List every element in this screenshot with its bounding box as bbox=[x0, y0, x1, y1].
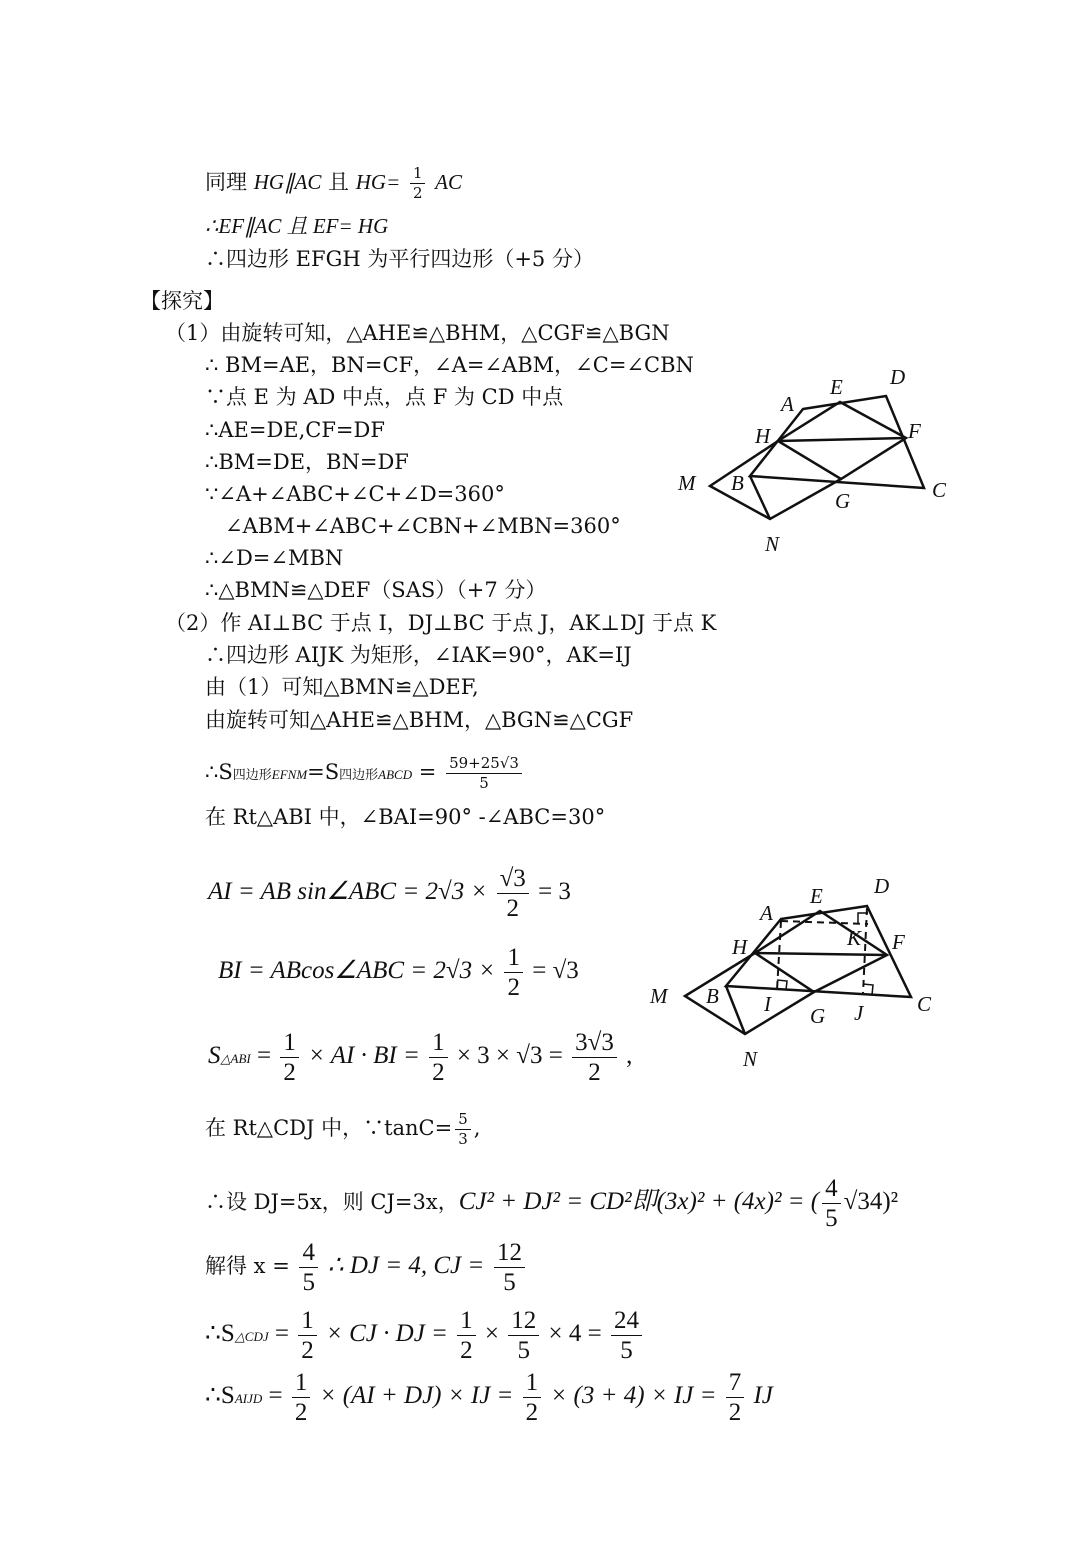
segment-hf bbox=[755, 953, 887, 955]
numerator: 1 bbox=[292, 1370, 311, 1398]
text: = √3 bbox=[532, 957, 579, 985]
text: = 3 bbox=[538, 878, 571, 906]
line-12: ∴∠D=∠MBN bbox=[205, 546, 344, 570]
label-b: B bbox=[706, 984, 719, 1008]
denominator: 2 bbox=[728, 1399, 742, 1426]
label-e: E bbox=[810, 884, 823, 908]
numerator: 4 bbox=[822, 1176, 841, 1204]
label-a: A bbox=[781, 392, 794, 416]
segment-hf bbox=[778, 438, 906, 441]
fraction bbox=[298, 1308, 317, 1363]
line-9: ∴BM=DE，BN=DF bbox=[205, 450, 409, 474]
label-n: N bbox=[743, 1047, 758, 1071]
text: IJ bbox=[753, 1382, 773, 1410]
figure-1 bbox=[670, 360, 960, 560]
fraction bbox=[726, 1370, 745, 1425]
text: = bbox=[274, 1320, 289, 1348]
fraction bbox=[611, 1308, 642, 1363]
label-i: I bbox=[764, 992, 771, 1016]
line-16: 由（1）可知△BMN≌△DEF, bbox=[205, 675, 479, 699]
label-n: N bbox=[765, 532, 780, 556]
text: S bbox=[208, 1042, 221, 1070]
figure-2-lines bbox=[685, 906, 911, 1034]
fraction bbox=[508, 1308, 539, 1363]
denominator: 2 bbox=[294, 1399, 308, 1426]
subscript: △ABI bbox=[220, 1051, 251, 1067]
fraction bbox=[280, 1030, 299, 1085]
text: 四边形 bbox=[232, 768, 272, 783]
label-f: F bbox=[892, 930, 905, 954]
numerator: 1 bbox=[280, 1030, 299, 1058]
label-m: M bbox=[678, 471, 696, 495]
section-heading: 【探究】 bbox=[140, 289, 224, 313]
equation-s-abi bbox=[208, 1030, 632, 1085]
subscript: △CDJ bbox=[234, 1329, 269, 1345]
fraction bbox=[455, 1112, 471, 1147]
text: HG∥AC bbox=[253, 170, 322, 194]
text: , bbox=[626, 1042, 633, 1070]
denominator: 5 bbox=[503, 1269, 516, 1296]
equation-ai bbox=[208, 866, 571, 921]
text: ∴S bbox=[205, 760, 233, 784]
denominator: 2 bbox=[588, 1059, 601, 1086]
subscript: AIJD bbox=[234, 1391, 263, 1407]
line-25 bbox=[205, 1240, 528, 1295]
numerator: 7 bbox=[726, 1370, 745, 1398]
text: 且 bbox=[328, 170, 350, 194]
fraction bbox=[494, 1240, 525, 1295]
label-d: D bbox=[890, 365, 906, 389]
text: = bbox=[418, 760, 437, 784]
text: 四边形 bbox=[339, 768, 379, 783]
line-5: （1）由旋转可知，△AHE≌△BHM，△CGF≌△BGN bbox=[165, 321, 670, 345]
segment-ak bbox=[781, 921, 868, 924]
label-a: A bbox=[760, 901, 773, 925]
text: AI = AB sin∠ABC = 2√3 × bbox=[208, 878, 488, 906]
line-13: ∴△BMN≌△DEF（SAS）（+7 分） bbox=[205, 578, 547, 602]
text: ABCD bbox=[378, 767, 413, 782]
text: =S bbox=[307, 760, 340, 784]
line-23 bbox=[205, 1112, 480, 1147]
label-f: F bbox=[908, 419, 921, 443]
label-c: C bbox=[917, 992, 932, 1016]
denominator: 2 bbox=[432, 1059, 445, 1086]
label-h: H bbox=[755, 424, 771, 448]
numerator: 24 bbox=[611, 1308, 642, 1336]
denominator: 3 bbox=[458, 1130, 468, 1148]
numerator: 3√3 bbox=[572, 1030, 617, 1058]
equation-s-cdj bbox=[205, 1308, 645, 1363]
numerator: 12 bbox=[508, 1308, 539, 1336]
fraction bbox=[497, 866, 529, 921]
line-24 bbox=[205, 1176, 898, 1231]
line-1 bbox=[205, 166, 462, 201]
denominator: 5 bbox=[517, 1337, 531, 1364]
numerator: √3 bbox=[497, 866, 529, 894]
fraction bbox=[457, 1308, 476, 1363]
line-15: ∴四边形 AIJK 为矩形，∠IAK=90°，AK=IJ bbox=[205, 643, 632, 667]
denominator: 5 bbox=[825, 1205, 838, 1232]
line-7: ∵点 E 为 AD 中点，点 F 为 CD 中点 bbox=[205, 385, 564, 409]
numerator: 5 bbox=[455, 1112, 471, 1130]
triangle-mbn bbox=[685, 953, 814, 1034]
text: , bbox=[473, 1116, 481, 1140]
line-10: ∵∠A+∠ABC+∠C+∠D=360° bbox=[205, 482, 505, 506]
denominator: 5 bbox=[479, 774, 489, 792]
numerator: 12 bbox=[494, 1240, 525, 1268]
label-j: J bbox=[854, 1001, 864, 1025]
line-17: 由旋转可知△AHE≌△BHM，△BGN≌△CGF bbox=[205, 708, 634, 732]
text: ∴S bbox=[205, 1320, 235, 1348]
equation-bi bbox=[218, 945, 579, 1000]
label-g: G bbox=[810, 1004, 826, 1028]
label-g: G bbox=[835, 489, 851, 513]
equation-s-aijd bbox=[205, 1370, 773, 1425]
label-h: H bbox=[732, 935, 748, 959]
text: √34)² bbox=[843, 1188, 899, 1215]
text: ∴设 DJ=5x，则 CJ=3x， bbox=[205, 1190, 459, 1214]
line-11: ∠ABM+∠ABC+∠CBN+∠MBN=360° bbox=[225, 514, 621, 538]
denominator: 5 bbox=[620, 1337, 633, 1364]
denominator: 2 bbox=[507, 974, 520, 1001]
numerator: 1 bbox=[410, 166, 426, 184]
text: 同理 bbox=[205, 170, 247, 194]
text: AC bbox=[435, 170, 463, 194]
text: 解得 x = bbox=[205, 1254, 290, 1278]
fraction bbox=[822, 1176, 841, 1231]
numerator: 1 bbox=[523, 1370, 542, 1398]
numerator: 1 bbox=[298, 1308, 317, 1336]
text: × CJ · DJ = bbox=[326, 1320, 448, 1348]
denominator: 5 bbox=[302, 1269, 315, 1296]
label-d: D bbox=[874, 874, 890, 898]
numerator: 4 bbox=[299, 1240, 318, 1268]
fraction bbox=[523, 1370, 542, 1425]
text: × AI · BI = bbox=[308, 1042, 420, 1070]
denominator: 2 bbox=[460, 1337, 473, 1364]
line-2: ∴EF∥AC 且 EF= HG bbox=[205, 214, 389, 238]
text: EFNM bbox=[271, 767, 308, 782]
fraction bbox=[410, 166, 426, 201]
figure-2 bbox=[645, 870, 945, 1075]
label-k: K bbox=[847, 926, 862, 950]
text: × bbox=[484, 1320, 500, 1348]
fraction bbox=[572, 1030, 617, 1085]
line-8: ∴AE=DE,CF=DF bbox=[205, 418, 385, 442]
label-b: B bbox=[731, 471, 744, 495]
numerator: 1 bbox=[429, 1030, 448, 1058]
numerator: 1 bbox=[504, 945, 523, 973]
figure-1-lines bbox=[710, 396, 924, 519]
text: ∴ DJ = 4, CJ = bbox=[327, 1252, 485, 1279]
fraction bbox=[446, 756, 522, 791]
line-18 bbox=[205, 756, 525, 791]
figure-2-dashed bbox=[777, 908, 868, 994]
fraction bbox=[292, 1370, 311, 1425]
label-e: E bbox=[830, 375, 843, 399]
text: = bbox=[268, 1382, 283, 1410]
denominator: 2 bbox=[412, 184, 423, 202]
line-19: 在 Rt△ABI 中，∠BAI=90° -∠ABC=30° bbox=[205, 805, 606, 829]
text: HG= bbox=[355, 170, 401, 194]
text: × 4 = bbox=[548, 1320, 602, 1348]
denominator: 2 bbox=[301, 1337, 314, 1364]
text: CJ² + DJ² = CD²即(3x)² + (4x)² = ( bbox=[458, 1188, 820, 1215]
numerator: 59+25√3 bbox=[446, 756, 522, 774]
fraction bbox=[429, 1030, 448, 1085]
denominator: 2 bbox=[283, 1059, 296, 1086]
line-3: ∴四边形 EFGH 为平行四边形（+5 分） bbox=[205, 247, 594, 271]
segment-dj bbox=[863, 908, 867, 994]
fraction bbox=[504, 945, 523, 1000]
line-6: ∴ BM=AE，BN=CF，∠A=∠ABM，∠C=∠CBN bbox=[205, 353, 694, 377]
text: × (AI + DJ) × IJ = bbox=[319, 1382, 514, 1410]
text: 在 Rt△CDJ 中，∵tanC= bbox=[205, 1116, 453, 1140]
denominator: 2 bbox=[525, 1399, 539, 1426]
label-m: M bbox=[650, 984, 668, 1008]
fraction bbox=[299, 1240, 318, 1295]
text: = bbox=[256, 1042, 272, 1070]
text: × 3 × √3 = bbox=[456, 1042, 563, 1070]
line-14: （2）作 AI⊥BC 于点 I，DJ⊥BC 于点 J，AK⊥DJ 于点 K bbox=[165, 611, 717, 635]
text: BI = ABcos∠ABC = 2√3 × bbox=[218, 957, 496, 985]
text: ∴S bbox=[205, 1382, 235, 1410]
denominator: 2 bbox=[506, 895, 519, 922]
label-c: C bbox=[932, 478, 947, 502]
numerator: 1 bbox=[457, 1308, 476, 1336]
text: × (3 + 4) × IJ = bbox=[550, 1382, 717, 1410]
